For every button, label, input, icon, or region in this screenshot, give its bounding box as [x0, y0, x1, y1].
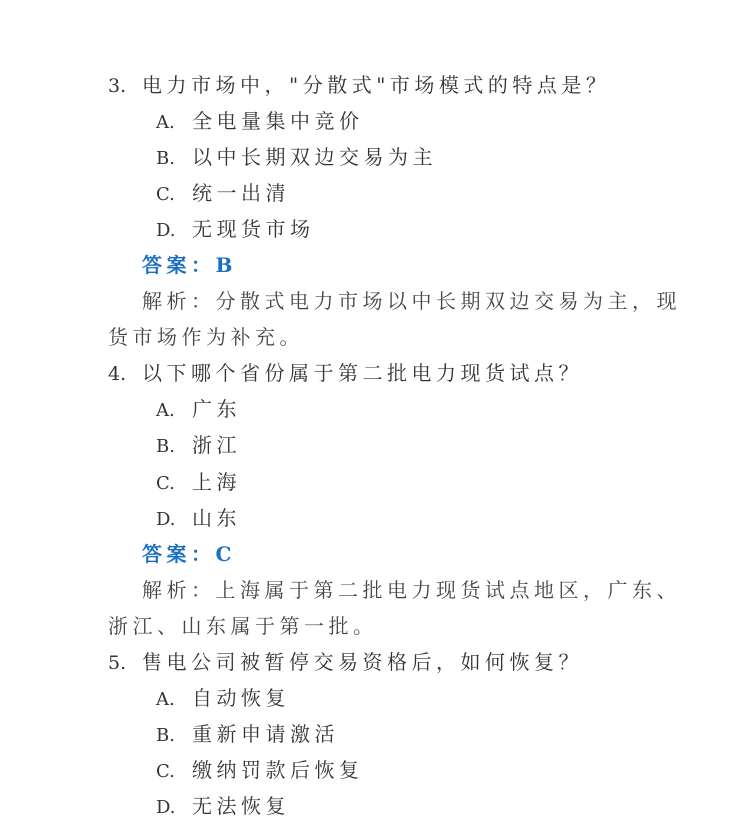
option-letter: B. — [156, 148, 175, 169]
option-letter: C. — [156, 473, 175, 494]
option-letter: B. — [156, 725, 175, 746]
option-d — [0, 211, 754, 247]
explanation-line: 解析：上海属于第二批电力现货试点地区，广东、 — [142, 578, 681, 602]
option-text: 自动恢复 — [192, 686, 290, 710]
option-c — [0, 464, 754, 500]
option-text: 无法恢复 — [192, 794, 290, 818]
option-text: 上海 — [192, 470, 241, 494]
option-a — [0, 103, 754, 139]
option-text: 全电量集中竞价 — [192, 109, 364, 133]
option-text: 统一出清 — [192, 181, 290, 205]
option-text: 缴纳罚款后恢复 — [192, 758, 364, 782]
answer-line: 答案：B — [142, 253, 237, 277]
option-text: 广东 — [192, 397, 241, 421]
option-b — [0, 427, 754, 463]
option-letter: D. — [156, 797, 176, 818]
option-b — [0, 716, 754, 752]
question-text: 电力市场中，"分散式"市场模式的特点是？ — [142, 73, 611, 97]
explanation-continuation: 货市场作为补充。 — [108, 325, 304, 349]
option-letter: C. — [156, 761, 175, 782]
question-text: 售电公司被暂停交易资格后，如何恢复？ — [142, 650, 583, 674]
option-d — [0, 500, 754, 536]
question-number: 5. — [108, 652, 127, 674]
option-c — [0, 752, 754, 788]
option-a — [0, 680, 754, 716]
question-number: 3. — [108, 75, 127, 97]
option-letter: C. — [156, 184, 175, 205]
question-number: 4. — [108, 363, 127, 385]
explanation-line: 解析：分散式电力市场以中长期双边交易为主，现 — [142, 289, 681, 313]
option-letter: D. — [156, 509, 176, 530]
option-letter: A. — [156, 400, 175, 421]
option-letter: A. — [156, 689, 175, 710]
question-4 — [0, 355, 754, 391]
question-text: 以下哪个省份属于第二批电力现货试点？ — [142, 361, 583, 385]
option-d — [0, 788, 754, 824]
explanation-continuation: 浙江、山东属于第一批。 — [108, 614, 378, 638]
question-3 — [0, 67, 754, 103]
answer-line: 答案：C — [142, 542, 236, 566]
question-5 — [0, 644, 754, 680]
option-text: 无现货市场 — [192, 217, 315, 241]
option-text: 山东 — [192, 506, 241, 530]
option-text: 重新申请激活 — [192, 722, 339, 746]
option-text: 浙江 — [192, 433, 241, 457]
option-b — [0, 139, 754, 175]
option-letter: A. — [156, 112, 175, 133]
option-text: 以中长期双边交易为主 — [192, 145, 437, 169]
option-letter: D. — [156, 220, 176, 241]
option-a — [0, 391, 754, 427]
option-c — [0, 175, 754, 211]
option-letter: B. — [156, 436, 175, 457]
